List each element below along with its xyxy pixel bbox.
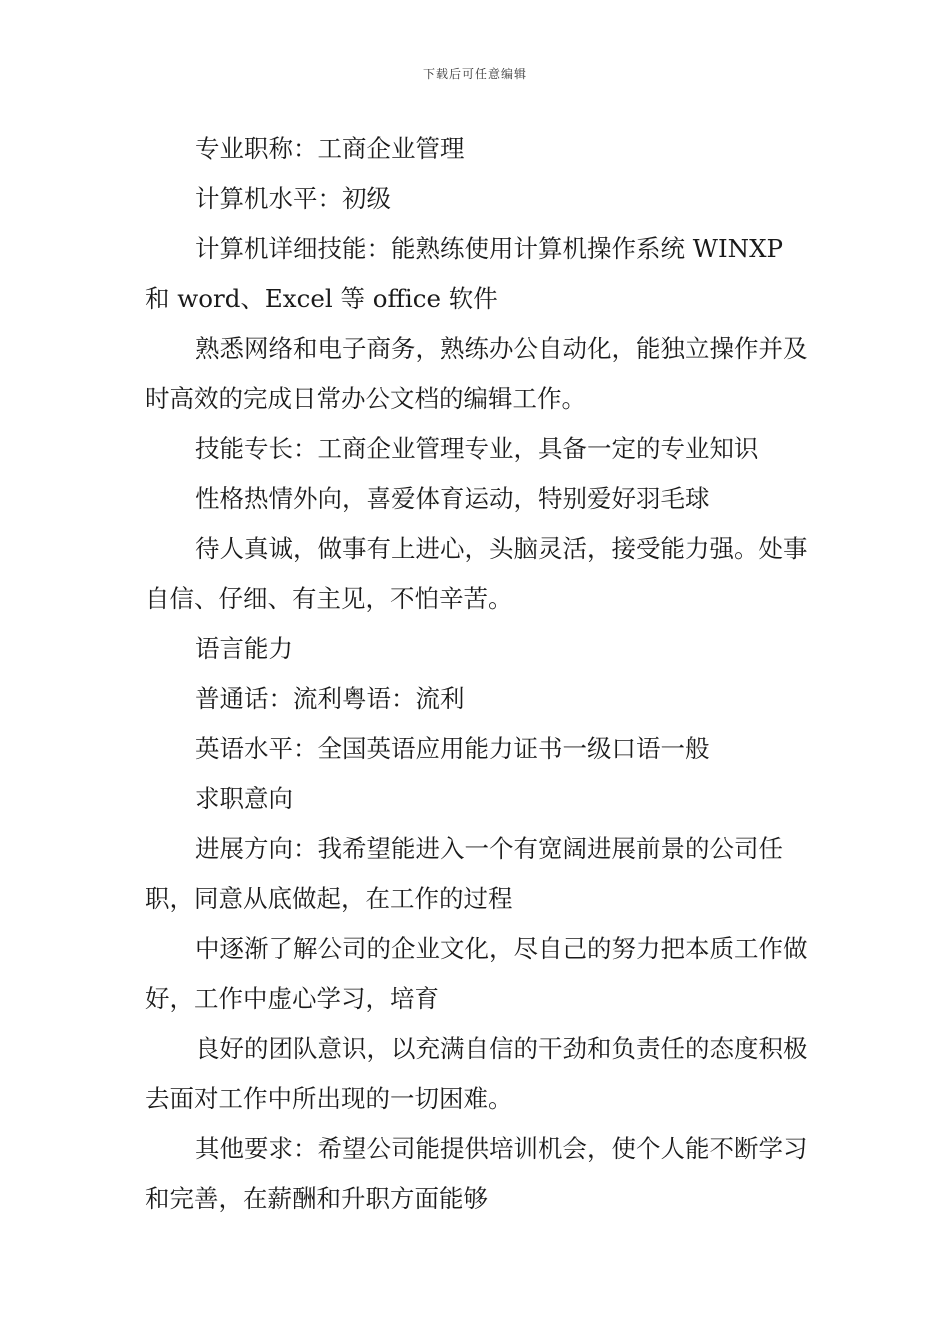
paragraph-attitude: 待人真诚，做事有上进心，头脑灵活，接受能力强。处事自信、仔细、有主见，不怕辛苦。	[145, 534, 808, 613]
paragraph-other-requirements: 其他要求：希望公司能提供培训机会，使个人能不断学习和完善，在薪酬和升职方面能够	[145, 1134, 808, 1213]
heading-language-ability: 语言能力	[195, 634, 293, 663]
paragraph-computer-level: 计算机水平：初级	[195, 184, 391, 213]
paragraph-professional-title: 专业职称：工商企业管理	[195, 134, 465, 163]
page-header: 下载后可任意编辑	[422, 67, 527, 81]
paragraph-development-direction: 进展方向：我希望能进入一个有宽阔进展前景的公司任职，同意从底做起，在工作的过程	[145, 834, 783, 913]
paragraph-mandarin-cantonese: 普通话：流利粤语：流利	[195, 684, 465, 713]
paragraph-company-culture: 中逐渐了解公司的企业文化，尽自己的努力把本质工作做好，工作中虚心学习，培育	[145, 934, 808, 1013]
paragraph-office-skills: 熟悉网络和电子商务，熟练办公自动化，能独立操作并及时高效的完成日常办公文档的编辑工作。	[145, 334, 808, 413]
paragraph-specialty: 技能专长：工商企业管理专业，具备一定的专业知识	[195, 434, 759, 463]
paragraph-computer-skills: 计算机详细技能：能熟练使用计算机操作系统 WINXP 和 word、Excel 等 office 软件	[145, 234, 784, 313]
paragraph-personality: 性格热情外向，喜爱体育运动，特别爱好羽毛球	[195, 484, 710, 513]
document-body	[145, 124, 815, 1224]
heading-job-intention: 求职意向	[195, 784, 293, 813]
paragraph-english-level: 英语水平：全国英语应用能力证书一级口语一般	[195, 734, 710, 763]
paragraph-team-awareness: 良好的团队意识，以充满自信的干劲和负责任的态度积极去面对工作中所出现的一切困难。	[145, 1034, 808, 1113]
